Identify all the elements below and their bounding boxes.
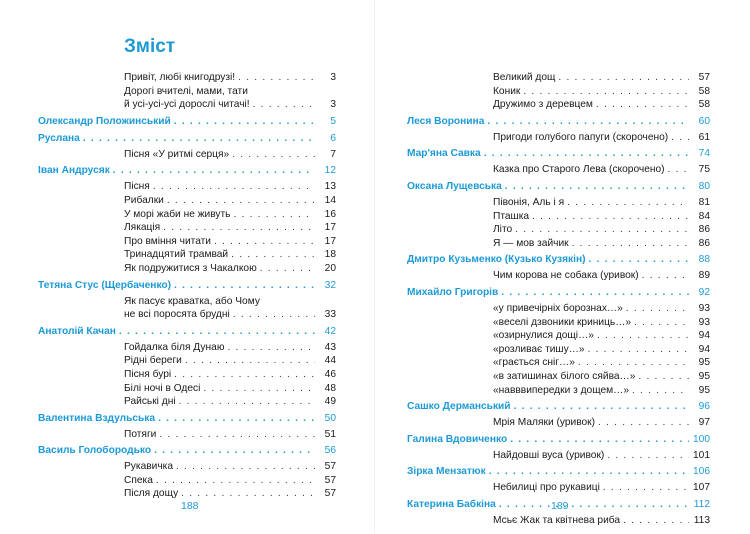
dot-leader: [623, 514, 689, 528]
author-name: Михайло Григорів: [407, 286, 499, 298]
entry-title: Рідні береги: [124, 355, 182, 367]
toc-author-entry: [38, 325, 336, 339]
dot-leader: [499, 498, 689, 512]
toc-entry: [407, 416, 710, 430]
dot-leader: [532, 210, 689, 224]
entry-page-number: 80: [698, 180, 710, 192]
toc-entry: [407, 343, 710, 357]
author-name: Сашко Дерманський: [407, 401, 511, 413]
toc-author-entry: [38, 279, 336, 293]
entry-page-number: 43: [324, 341, 336, 353]
dot-leader: [589, 253, 690, 267]
dot-leader: [260, 262, 315, 276]
entry-page-number: 44: [324, 355, 336, 367]
entry-page-number: 57: [324, 461, 336, 473]
page-number-left: 188: [181, 500, 199, 512]
toc-author-entry: [407, 180, 710, 194]
toc-author-entry: [38, 444, 336, 458]
entry-page-number: 95: [698, 357, 710, 369]
entry-title: Як подружитися з Чакалкою: [124, 262, 257, 274]
author-name: Катерина Бабкіна: [407, 498, 496, 510]
author-name: Дмитро Кузьменко (Кузько Кузякін): [407, 254, 586, 266]
toc-entry: [407, 85, 710, 99]
entry-title: Пісня бурі: [124, 368, 172, 380]
entry-page-number: 50: [324, 412, 336, 424]
author-name: Тетяна Стус (Щербаченко): [38, 279, 172, 291]
toc-author-entry: [407, 465, 710, 479]
dot-leader: [181, 487, 315, 501]
entry-title: «в затишинах білого сяйва…»: [493, 370, 636, 382]
toc-entry: [407, 237, 710, 251]
entry-title: Пісня: [124, 181, 150, 193]
toc-entry: [407, 316, 710, 330]
entry-title: Літо: [493, 224, 513, 236]
dot-leader: [626, 302, 689, 316]
toc-entry: [38, 221, 336, 235]
toc-author-entry: [407, 400, 710, 414]
toc-entry: [38, 354, 336, 368]
entry-page-number: 100: [693, 433, 710, 445]
dot-leader: [174, 115, 315, 129]
entry-page-number: 3: [330, 99, 336, 111]
entry-title: Небилиці про рукавиці: [493, 482, 600, 494]
toc-author-entry: [407, 147, 710, 161]
entry-page-number: 3: [330, 72, 336, 83]
dot-leader: [514, 400, 689, 414]
entry-page-number: 94: [698, 330, 710, 342]
entry-title: Пташка: [493, 210, 530, 222]
entry-title: Після дощу: [124, 488, 179, 500]
author-name: Валентина Вздульська: [38, 412, 156, 424]
dot-leader: [510, 433, 689, 447]
entry-page-number: 16: [324, 208, 336, 220]
toc-entry: [38, 474, 336, 488]
entry-title: Потяги: [124, 428, 157, 440]
dot-leader: [227, 341, 315, 355]
page-title: Зміст: [124, 36, 176, 57]
author-name: Леся Воронина: [407, 115, 485, 127]
entry-page-number: 81: [698, 196, 710, 208]
toc-author-entry: [407, 286, 710, 300]
entry-title: Рукавичка: [124, 461, 173, 473]
dot-leader: [642, 269, 689, 283]
entry-title: Тринадцятий трамвай: [124, 249, 229, 261]
entry-page-number: 95: [698, 370, 710, 382]
toc-entry: [38, 248, 336, 262]
dot-leader: [156, 474, 315, 488]
entry-page-number: 32: [324, 279, 336, 291]
entry-page-number: 75: [698, 164, 710, 176]
dot-leader: [158, 412, 315, 426]
entry-title: Спека: [124, 474, 153, 486]
dot-leader: [83, 132, 315, 146]
entry-page-number: 20: [324, 262, 336, 274]
entry-page-number: 84: [698, 210, 710, 222]
entry-page-number: 60: [698, 115, 710, 127]
author-name: Зірка Мензатюк: [407, 466, 486, 478]
dot-leader: [233, 208, 315, 222]
dot-leader: [558, 71, 689, 85]
entry-page-number: 13: [324, 181, 336, 193]
entry-page-number: 48: [324, 382, 336, 394]
toc-entry: [407, 269, 710, 283]
entry-page-number: 101: [693, 449, 710, 461]
entry-page-number: 17: [324, 235, 336, 247]
entry-page-number: 14: [324, 194, 336, 206]
entry-page-number: 86: [698, 224, 710, 236]
entry-page-number: 56: [324, 445, 336, 457]
toc-entry: [38, 341, 336, 355]
toc-entry: [38, 194, 336, 208]
toc-entry: [407, 384, 710, 398]
entry-title: Дружимо з деревцем: [493, 99, 593, 111]
dot-leader: [634, 316, 689, 330]
entry-title: Мсьє Жак та квітнева риба: [493, 514, 621, 526]
entry-page-number: 58: [698, 99, 710, 111]
dot-leader: [505, 180, 689, 194]
page-spread-gutter: [374, 0, 375, 534]
dot-leader: [176, 460, 315, 474]
entry-title: Коник: [493, 85, 521, 97]
entry-title: «розливає тишу…»: [493, 343, 585, 355]
entry-title: Гойдалка біля Дунаю: [124, 341, 225, 353]
dot-leader: [159, 428, 315, 442]
entry-page-number: 57: [698, 72, 710, 83]
entry-title: Про вміння читати: [124, 235, 211, 247]
toc-entry: [38, 180, 336, 194]
dot-leader: [174, 368, 315, 382]
entry-title: Рибалки: [124, 194, 164, 206]
entry-title: Білі ночі в Одесі: [124, 382, 201, 394]
entry-page-number: 106: [693, 466, 710, 478]
entry-page-number: 113: [693, 514, 710, 526]
dot-leader: [671, 131, 689, 145]
dot-leader: [607, 449, 689, 463]
dot-leader: [597, 329, 689, 343]
toc-author-entry: [38, 412, 336, 426]
entry-page-number: 92: [698, 286, 710, 298]
entry-page-number: 107: [693, 482, 710, 494]
entry-page-number: 88: [698, 254, 710, 266]
dot-leader: [238, 71, 315, 85]
dot-leader: [113, 164, 315, 178]
entry-page-number: 86: [698, 237, 710, 249]
dot-leader: [484, 147, 689, 161]
author-name: Мар'яна Савка: [407, 148, 481, 160]
toc-entry: [407, 98, 710, 112]
dot-leader: [167, 194, 315, 208]
entry-page-number: 89: [698, 270, 710, 282]
toc-left-column: [38, 71, 336, 501]
entry-page-number: 17: [324, 222, 336, 234]
toc-entry: [38, 428, 336, 442]
dot-leader: [233, 308, 315, 322]
dot-leader: [578, 356, 689, 370]
entry-title: Привіт, любі книгодрузі!: [124, 72, 236, 83]
entry-title: Дорогі вчителі, мами, тати: [124, 85, 248, 97]
entry-title: «озирнулися дощі…»: [493, 330, 594, 342]
entry-title: Казка про Старого Лева (скорочено): [493, 164, 665, 176]
entry-page-number: 93: [698, 316, 710, 328]
entry-title: Як пасує краватка, або Чому: [124, 295, 260, 307]
entry-page-number: 51: [324, 428, 336, 440]
author-name: Іван Андрусяк: [38, 165, 110, 177]
entry-title: Я — мов зайчик: [493, 237, 569, 249]
dot-leader: [668, 163, 689, 177]
dot-leader: [596, 98, 689, 112]
entry-page-number: 61: [698, 131, 710, 143]
toc-right-column: [407, 71, 710, 527]
page-number-right: 189: [551, 500, 569, 512]
toc-entry: [38, 235, 336, 249]
dot-leader: [185, 354, 315, 368]
toc-entry: [38, 148, 336, 162]
toc-author-entry: [38, 132, 336, 146]
dot-leader: [153, 180, 315, 194]
toc-entry: [38, 98, 336, 112]
entry-page-number: 7: [330, 148, 336, 160]
dot-leader: [163, 221, 315, 235]
toc-entry: [407, 163, 710, 177]
entry-title: «у привечірніх борознах…»: [493, 302, 623, 314]
dot-leader: [489, 465, 689, 479]
entry-page-number: 49: [324, 396, 336, 408]
dot-leader: [203, 382, 315, 396]
toc-entry: [407, 370, 710, 384]
toc-entry: [407, 449, 710, 463]
dot-leader: [487, 115, 689, 129]
entry-title: Пригоди голубого папуги (скорочено): [493, 131, 669, 143]
toc-entry: [407, 514, 710, 528]
toc-entry: [38, 308, 336, 322]
toc-author-entry: [38, 164, 336, 178]
toc-entry: [407, 210, 710, 224]
toc-author-entry: [407, 433, 710, 447]
dot-leader: [154, 444, 315, 458]
author-name: Олександр Положинський: [38, 115, 171, 127]
toc-entry: [38, 382, 336, 396]
dot-leader: [632, 384, 689, 398]
dot-leader: [588, 343, 689, 357]
author-name: Анатолій Качан: [38, 325, 116, 337]
dot-leader: [174, 279, 315, 293]
toc-author-entry: [407, 253, 710, 267]
dot-leader: [232, 148, 315, 162]
toc-entry: [407, 71, 710, 85]
author-name: Галина Вдовиченко: [407, 433, 508, 445]
dot-leader: [515, 223, 689, 237]
dot-leader: [501, 286, 689, 300]
entry-title: Лякація: [124, 222, 161, 234]
author-name: Руслана: [38, 132, 80, 144]
toc-entry: [407, 196, 710, 210]
dot-leader: [572, 237, 689, 251]
dot-leader: [567, 196, 689, 210]
dot-leader: [179, 395, 315, 409]
dot-leader: [603, 481, 689, 495]
entry-page-number: 95: [698, 384, 710, 396]
entry-page-number: 18: [324, 249, 336, 261]
dot-leader: [231, 248, 315, 262]
entry-title: У морі жаби не живуть: [124, 208, 231, 220]
entry-page-number: 74: [698, 148, 710, 160]
dot-leader: [119, 325, 315, 339]
entry-page-number: 6: [330, 132, 336, 144]
entry-page-number: 5: [330, 115, 336, 127]
toc-entry: [407, 481, 710, 495]
toc-entry: [38, 395, 336, 409]
entry-title: Чим корова не собака (уривок): [493, 270, 639, 282]
dot-leader: [598, 416, 689, 430]
entry-title: й усі-усі-усі дорослі читачі!: [124, 99, 250, 111]
entry-title: Пісня «У ритмі серця»: [124, 148, 230, 160]
entry-page-number: 97: [698, 417, 710, 429]
entry-title: Райські дні: [124, 396, 176, 408]
toc-entry: [38, 71, 336, 85]
toc-entry: [407, 329, 710, 343]
entry-page-number: 112: [693, 498, 710, 510]
toc-entry: [38, 460, 336, 474]
entry-page-number: 42: [324, 325, 336, 337]
toc-entry: [407, 131, 710, 145]
entry-title: «навввипередки з дощем…»: [493, 384, 629, 396]
entry-page-number: 46: [324, 368, 336, 380]
toc-entry: [407, 223, 710, 237]
entry-title: Мрія Маляки (уривок): [493, 417, 596, 429]
toc-entry: [407, 302, 710, 316]
author-name: Василь Голобородько: [38, 445, 152, 457]
toc-entry: [38, 85, 336, 99]
toc-entry: [38, 295, 336, 309]
toc-author-entry: [38, 115, 336, 129]
author-name: Оксана Лущевська: [407, 180, 502, 192]
dot-leader: [214, 235, 315, 249]
toc-author-entry: [407, 115, 710, 129]
entry-page-number: 57: [324, 488, 336, 500]
entry-page-number: 12: [324, 165, 336, 177]
entry-title: Найдовші вуса (уривок): [493, 449, 605, 461]
toc-entry: [38, 208, 336, 222]
entry-title: «веселі дзвоники криниць…»: [493, 316, 632, 328]
entry-page-number: 58: [698, 85, 710, 97]
dot-leader: [523, 85, 689, 99]
entry-page-number: 57: [324, 474, 336, 486]
toc-entry: [407, 356, 710, 370]
entry-page-number: 96: [698, 401, 710, 413]
entry-page-number: 93: [698, 302, 710, 314]
entry-title: Великий дощ: [493, 72, 556, 83]
entry-page-number: 33: [324, 309, 336, 321]
entry-title: не всі поросята брудні: [124, 309, 230, 321]
entry-title: Півонія, Аль і я: [493, 196, 565, 208]
entry-page-number: 94: [698, 343, 710, 355]
toc-entry: [38, 262, 336, 276]
toc-entry: [38, 368, 336, 382]
dot-leader: [253, 98, 315, 112]
dot-leader: [638, 370, 689, 384]
entry-title: «грається сніг…»: [493, 357, 575, 369]
